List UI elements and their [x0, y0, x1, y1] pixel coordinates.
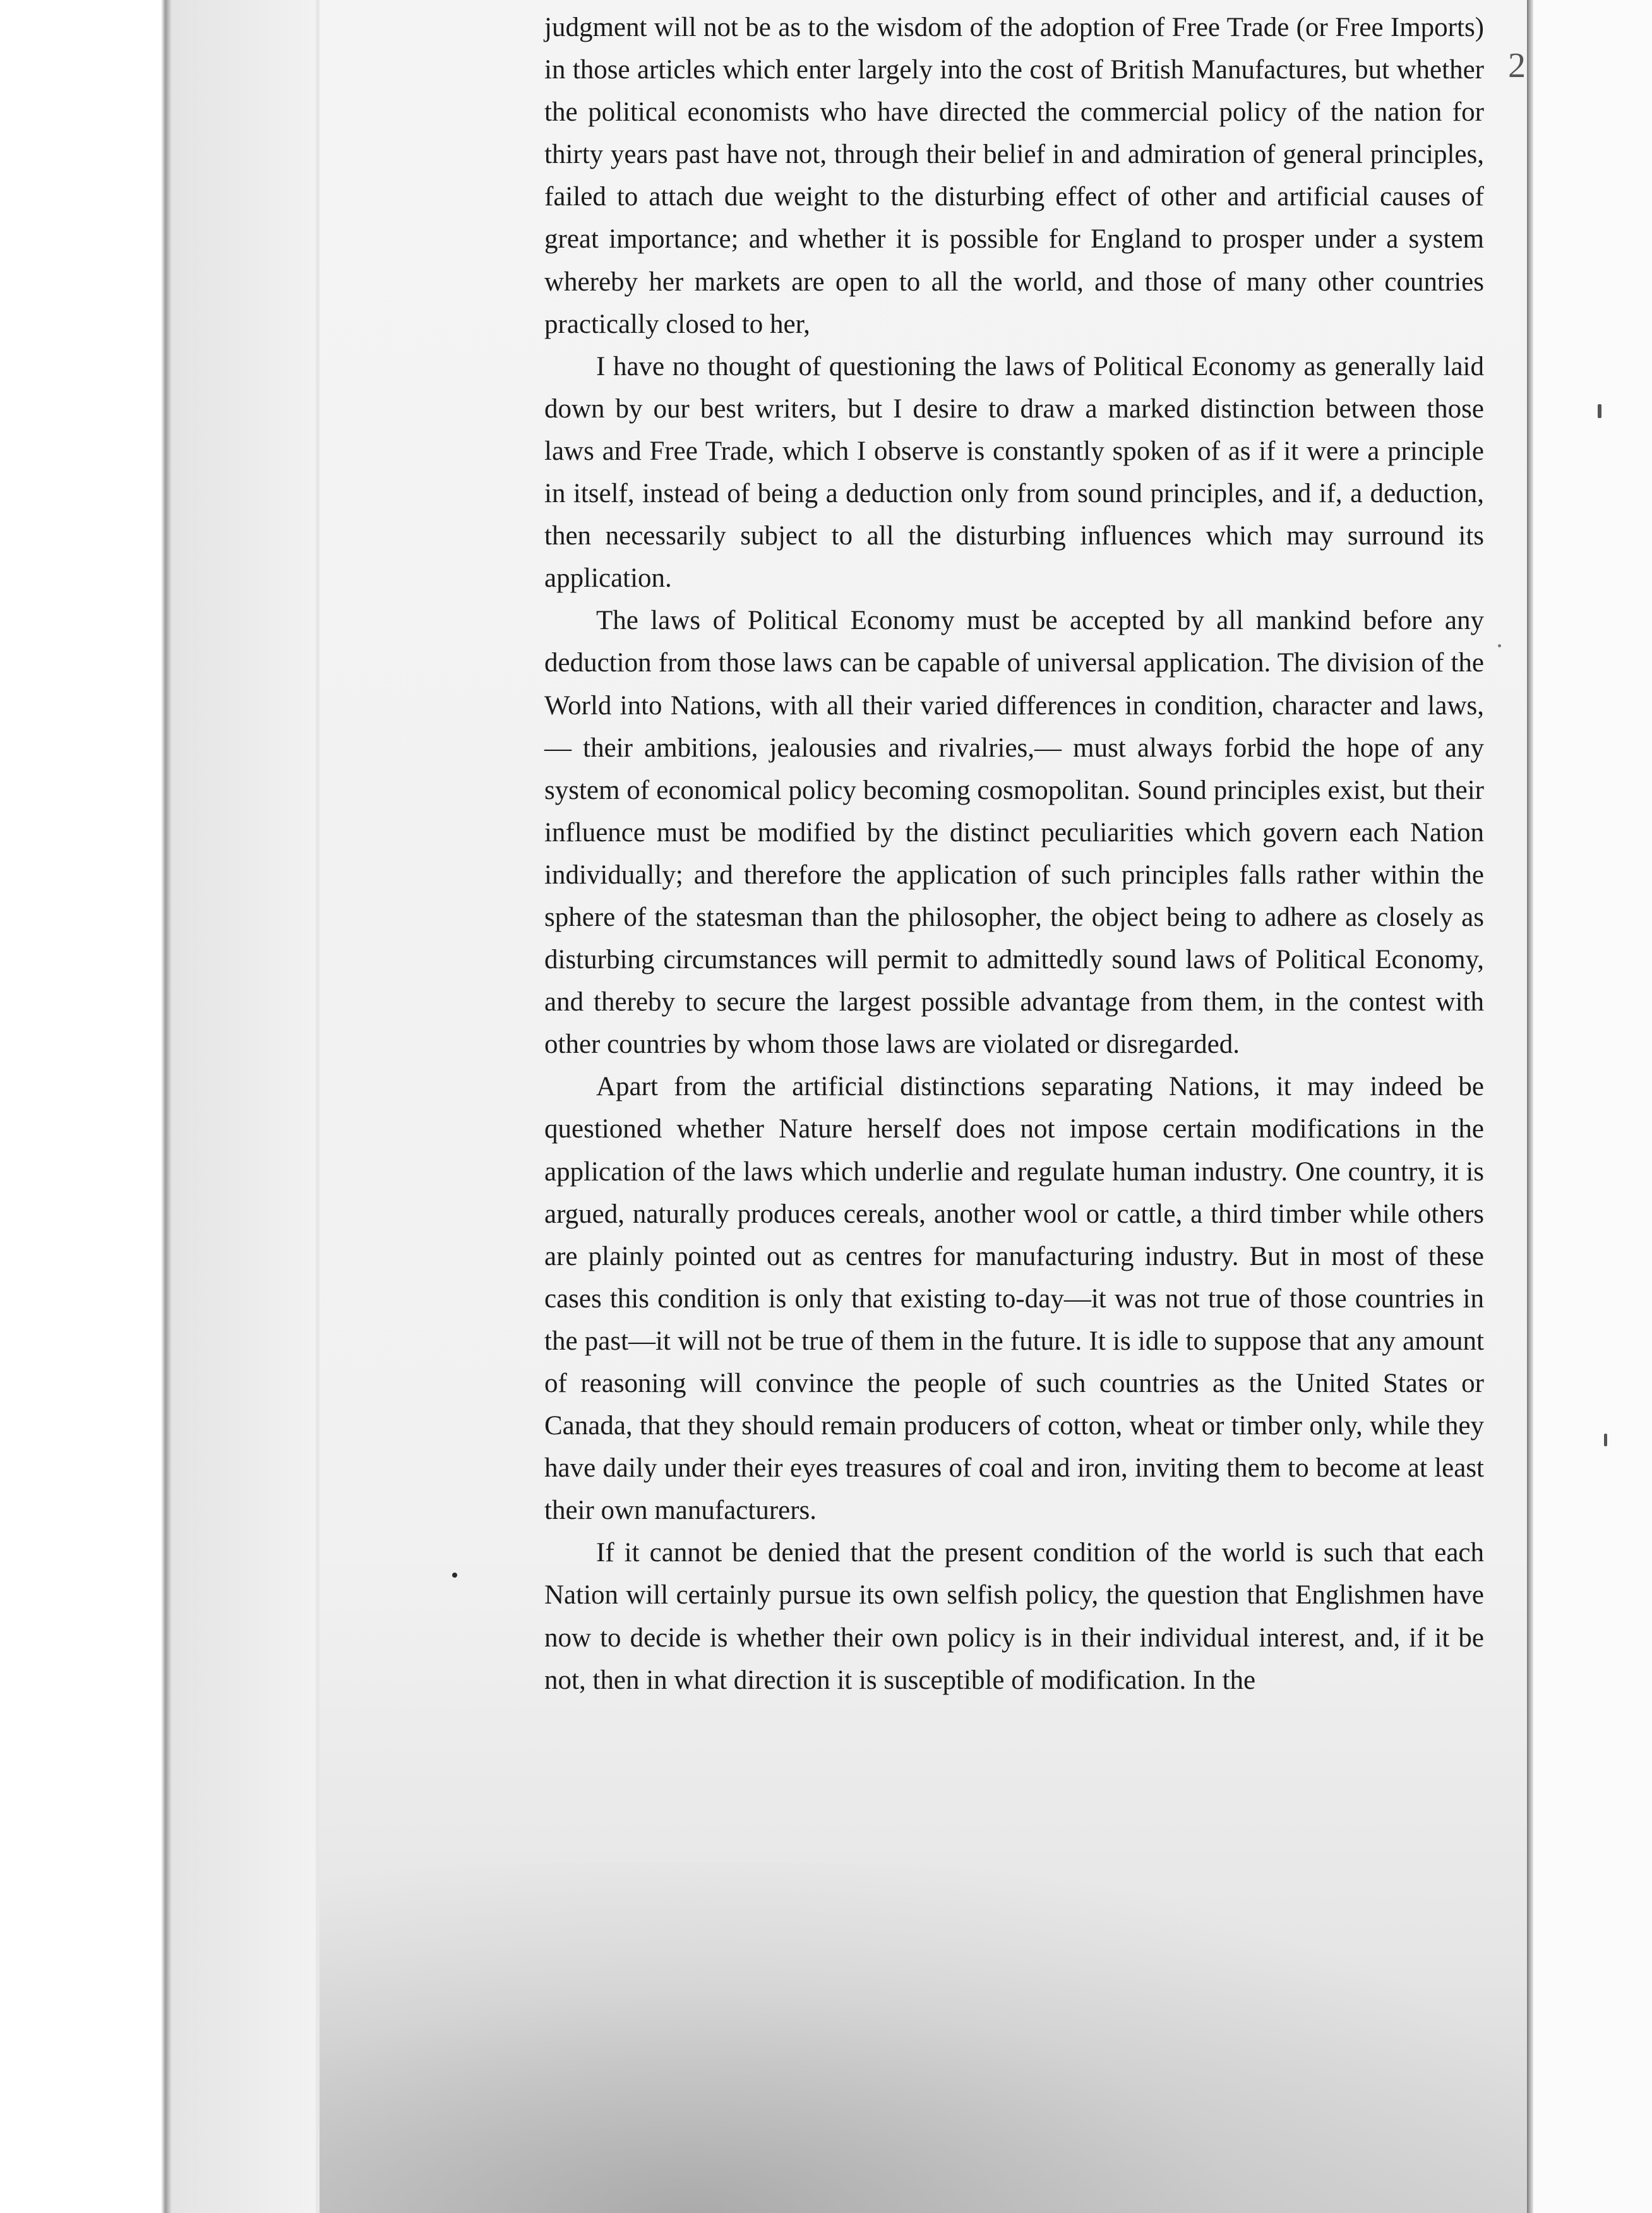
- paragraph-2: I have no thought of questioning the laws of Political Economy as generally laid down by our best writers, but I desire to draw a marked distinction between those laws and Free Trade, which I observe is constantly spoken of as if it were a principle in itself, instead of being a deduction only from sound principles, and if, a deduction, then necessarily subject to all the disturbing influences which may surround its application.: [544, 351, 1484, 594]
- paragraph-4: Apart from the artificial distinctions separating Nations, it may indeed be questioned whether Nature herself does not impose certain modifications in the application of the laws which underlie and regulate human industry. One country, it is argued, naturally produces cereals, another wool or cattle, a third timber while others are plainly pointed out as centres for manufacturing industry. But in most of these cases this condition is only that existing to-day—it was not true of those countries in the past—it will not be true of them in the future. It is idle to suppose that any amount of reasoning will convince the people of such countries as the United States or Canada, that they should remain producers of cotton, wheat or timber only, while they have daily under their eyes treasures of coal and iron, inviting them to become at least their own manufacturers.: [544, 1072, 1484, 1526]
- paragraph-3: The laws of Political Economy must be accepted by all mankind before any deduction from those laws can be capable of universal application. The division of the World into Nations, with all their varied differences in condition, character and laws,— their ambitions, jealousies and rivalries,— must always forbid the hope of any system of economical policy becoming cosmopolitan. Sound principles exist, but their influence must be modified by the distinct peculiarities which govern each Nation individually; and therefore the application of such principles falls rather within the sphere of the statesman than the philosopher, the object being to adhere as closely as disturbing circumstances will permit to admittedly sound laws of Political Economy, and thereby to secure the largest possible advantage from them, in the contest with other countries by whom those laws are violated or disregarded.: [544, 606, 1484, 1060]
- bottom-shadow: [320, 1863, 1551, 2213]
- ink-speck: [1604, 1434, 1607, 1446]
- paragraph-1: judgment will not be as to the wisdom of the adoption of Free Trade (or Free Imports) in those articles which enter largely into the cost of British Manufactures, but whether the political economists who have directed the commercial policy of the nation for thirty years past have not, through their belief in and admiration of general principles, failed to attach due weight to the disturbing effect of other and artificial causes of great importance; and whether it is possible for England to prosper under a system whereby her markets are open to all the world, and those of many other countries practically closed to her,: [544, 13, 1484, 339]
- right-fold-shadow: [1527, 0, 1533, 2213]
- body-text: [544, 6, 1484, 1701]
- left-binding-strip: [0, 0, 316, 2213]
- paragraph-5: If it cannot be denied that the present condition of the world is such that each Nation will certainly pursue its own selfish policy, the question that Englishmen have now to decide is whether their own policy is in their individual interest, and, if it be not, then in what direction it is susceptible of modification. In the: [544, 1538, 1484, 1695]
- ink-speck: [452, 1573, 457, 1578]
- ink-speck: [1598, 404, 1601, 418]
- right-margin: [1533, 0, 1652, 2213]
- page-number: 2: [1508, 46, 1526, 85]
- ink-speck: [1498, 644, 1501, 647]
